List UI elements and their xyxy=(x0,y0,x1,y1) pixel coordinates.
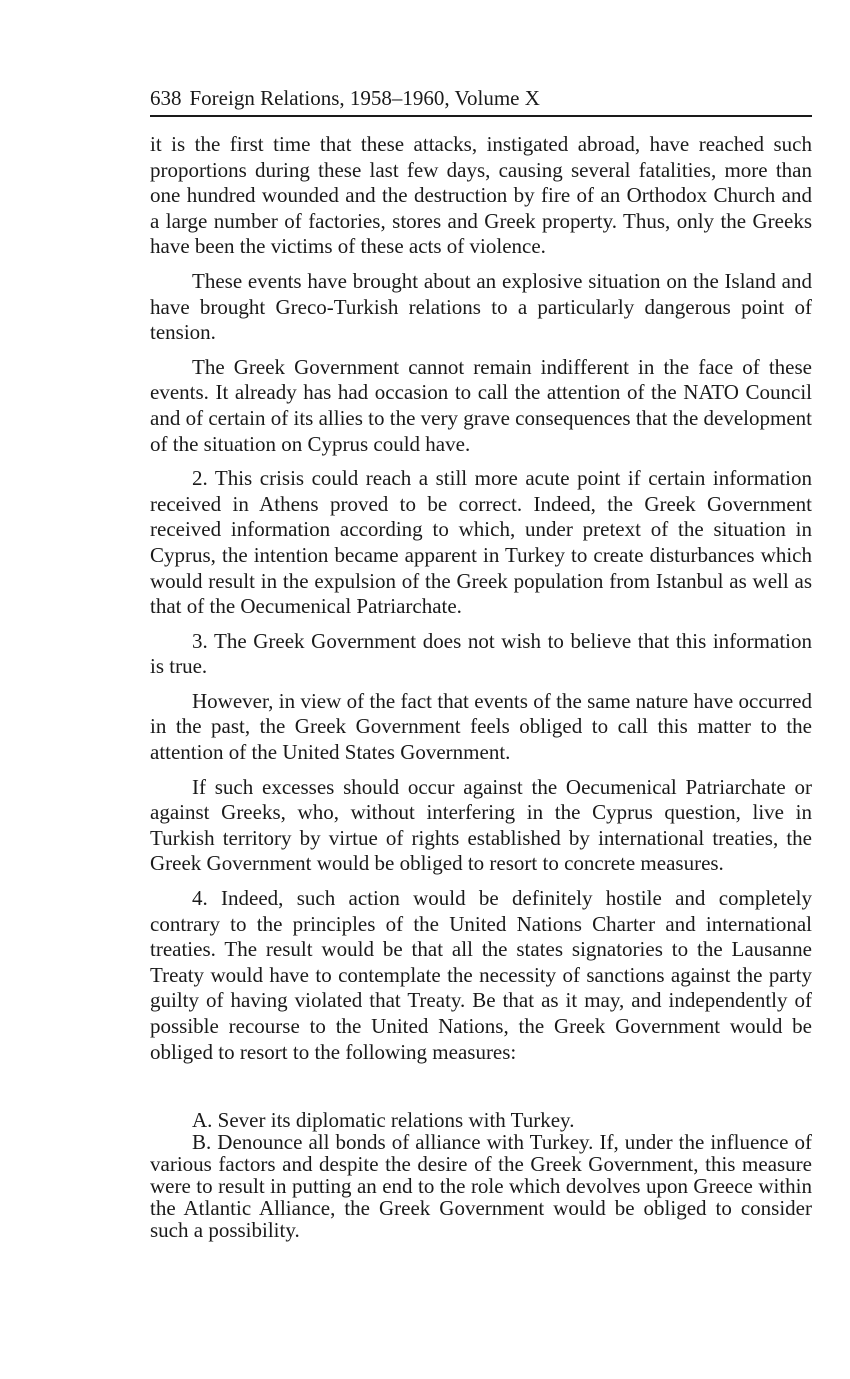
paragraph-numbered-4: 4. Indeed, such action would be definitely hostile and completely contrary to the principles of the United Nations Charter and international treaties. The result would be that all the states signatories to the Lausanne Treaty would have to contemplate the necessity of sanctions against the party guilty of having violated that Treaty. Be that as it may, and independently of possible recourse to the United Nations, the Greek Government would be obliged to resort to the following measures: xyxy=(150,886,812,1064)
paragraph-continued: it is the first time that these attacks, instigated abroad, have reached such proportions during these last few days, causing several fatalities, more than one hundred wounded and the destruction by fire of an Orthodox Church and a large number of factories, stores and Greek property. Thus, only the Greeks have been the victims of these acts of violence. xyxy=(150,132,812,259)
paragraph: These events have brought about an explosive situation on the Island and have brought Greco-Turkish relations to a particularly dangerous point of tension. xyxy=(150,268,812,345)
paragraph: The Greek Government cannot remain indifferent in the face of these events. It already has had occasion to call the attention of the NATO Council and of certain of its allies to the very grave consequences that the development of the situation on Cyprus could have. xyxy=(150,354,812,456)
volume-title: Foreign Relations, 1958–1960, Volume X xyxy=(189,86,540,110)
paragraph-numbered-3: 3. The Greek Government does not wish to believe that this information is true. xyxy=(150,628,812,679)
paragraph-numbered-2: 2. This crisis could reach a still more acute point if certain information received in Athens proved to be correct. Indeed, the Greek Government received information according to which, under pretext of the situation in Cyprus, the intention became apparent in Turkey to create disturbances which would result in the expulsion of the Greek population from Istanbul as well as that of the Oecumenical Patriarchate. xyxy=(150,466,812,619)
body-text xyxy=(150,132,812,1065)
paragraph: However, in view of the fact that events of the same nature have occurred in the past, the Greek Government feels obliged to call this matter to the attention of the United States Government. xyxy=(150,688,812,765)
measure-item-a: A. Sever its diplomatic relations with Turkey. xyxy=(192,1108,575,1133)
running-head xyxy=(150,84,812,117)
measures-list xyxy=(150,1109,812,1241)
measure-item-b: B. Denounce all bonds of alliance with Turkey. If, under the influence of various factors and despite the desire of the Greek Government, this measure were to result in putting an end to the role which devolves upon Greece within the Atlantic Alliance, the Greek Government would be obliged to consider such a possibility. xyxy=(150,1130,812,1243)
document-page xyxy=(150,84,812,1241)
page-number: 638 xyxy=(150,86,182,110)
paragraph: If such excesses should occur against the Oecumenical Patriarchate or against Greeks, who, without interfering in the Cyprus question, live in Turkish territory by virtue of rights established by international treaties, the Greek Government would be obliged to resort to concrete measures. xyxy=(150,774,812,876)
